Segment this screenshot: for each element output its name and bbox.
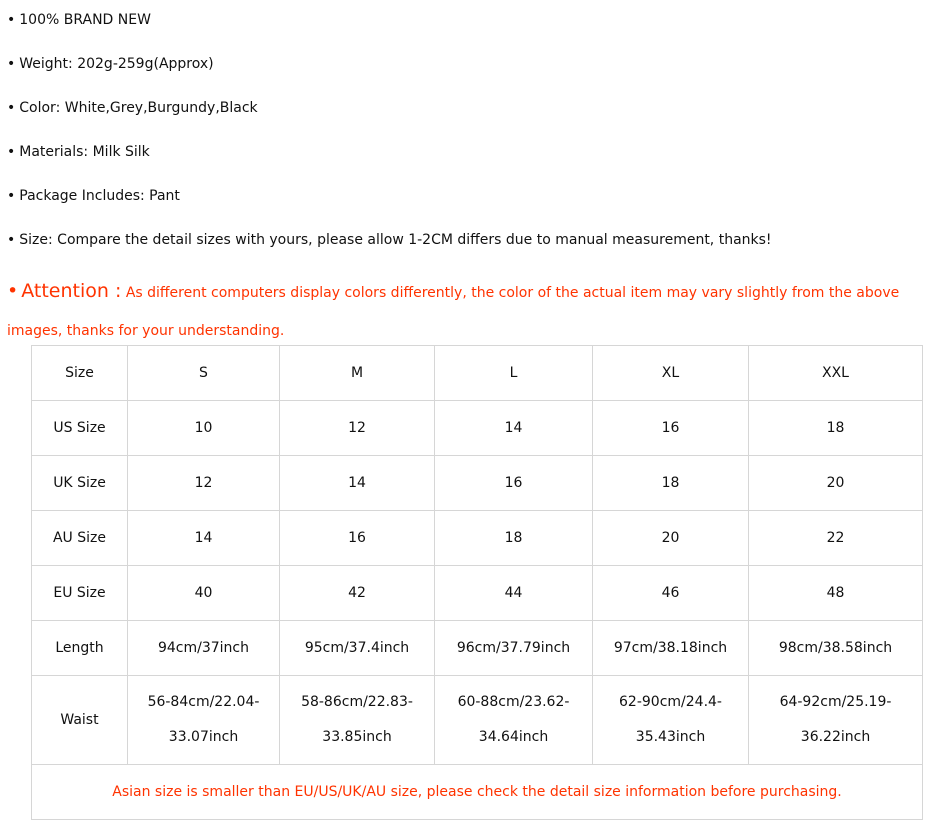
bullet-text: Package Includes: Pant [19, 188, 180, 204]
cell-line: 35.43inch [635, 729, 706, 745]
table-cell: 10 [128, 401, 280, 456]
row-label-cell: UK Size [32, 456, 128, 511]
table-cell: 42 [280, 566, 435, 621]
table-cell: 14 [435, 401, 593, 456]
table-cell [128, 676, 280, 765]
table-row [32, 511, 923, 566]
table-header-cell: L [435, 346, 593, 401]
table-cell [593, 676, 749, 765]
table-header-cell: M [280, 346, 435, 401]
cell-line: 36.22inch [800, 729, 871, 745]
size-chart-table [31, 345, 923, 820]
table-cell: 22 [749, 511, 923, 566]
table-cell: 12 [128, 456, 280, 511]
attention-label: Attention : [21, 280, 122, 302]
bullet-materials [7, 143, 150, 161]
cell-line: 60-88cm/23.62- [457, 694, 570, 710]
table-cell: 16 [280, 511, 435, 566]
cell-line: 33.85inch [322, 729, 392, 745]
attention-dot: • [7, 280, 19, 302]
table-header-row [32, 346, 923, 401]
table-cell: 40 [128, 566, 280, 621]
table-row [32, 621, 923, 676]
table-cell: 16 [593, 401, 749, 456]
row-label-cell: Length [32, 621, 128, 676]
table-cell [435, 676, 593, 765]
bullet-package [7, 187, 180, 205]
bullet-text: Weight: 202g-259g(Approx) [19, 56, 214, 72]
bullet-dot: • [7, 56, 16, 72]
table-header-cell: Size [32, 346, 128, 401]
bullet-dot: • [7, 100, 16, 116]
table-cell: 18 [593, 456, 749, 511]
table-cell: 94cm/37inch [128, 621, 280, 676]
table-cell: 14 [128, 511, 280, 566]
table-cell: 97cm/38.18inch [593, 621, 749, 676]
table-cell: 18 [749, 401, 923, 456]
attention-text: As different computers display colors differently, the color of the actual item may vary slightly from the above images, thanks for your understanding. [7, 285, 900, 339]
table-row [32, 456, 923, 511]
bullet-text: 100% BRAND NEW [19, 12, 151, 28]
bullet-weight [7, 55, 214, 73]
row-label-cell: EU Size [32, 566, 128, 621]
table-note-row [32, 765, 923, 820]
table-row [32, 566, 923, 621]
bullet-brand-new [7, 11, 151, 29]
bullet-size-note [7, 231, 772, 249]
table-cell: 96cm/37.79inch [435, 621, 593, 676]
bullet-text: Materials: Milk Silk [19, 144, 150, 160]
cell-line: 56-84cm/22.04- [147, 694, 260, 710]
table-cell [749, 676, 923, 765]
cell-line: 33.07inch [168, 729, 239, 745]
table-cell: 20 [593, 511, 749, 566]
table-header-cell: XL [593, 346, 749, 401]
table-cell [280, 676, 435, 765]
table-cell: 20 [749, 456, 923, 511]
table-cell: 12 [280, 401, 435, 456]
table-row-waist [32, 676, 923, 765]
table-header-cell: S [128, 346, 280, 401]
bullet-color [7, 99, 258, 117]
table-cell: 14 [280, 456, 435, 511]
table-cell: 44 [435, 566, 593, 621]
cell-line: 64-92cm/25.19- [779, 694, 892, 710]
table-cell: 18 [435, 511, 593, 566]
bullet-dot: • [7, 12, 16, 28]
bullet-dot: • [7, 188, 16, 204]
table-cell: 48 [749, 566, 923, 621]
table-header-cell: XXL [749, 346, 923, 401]
cell-line: 58-86cm/22.83- [301, 694, 413, 710]
table-cell: 98cm/38.58inch [749, 621, 923, 676]
bullet-text: Size: Compare the detail sizes with yours, please allow 1-2CM differs due to manual measurement, thanks! [19, 232, 772, 248]
row-label-cell: AU Size [32, 511, 128, 566]
asian-size-note: Asian size is smaller than EU/US/UK/AU size, please check the detail size information before purchasing. [32, 765, 923, 820]
cell-line: 62-90cm/24.4- [619, 694, 722, 710]
table-row [32, 401, 923, 456]
row-label-cell: US Size [32, 401, 128, 456]
bullet-text: Color: White,Grey,Burgundy,Black [19, 100, 258, 116]
table-cell: 16 [435, 456, 593, 511]
bullet-dot: • [7, 232, 16, 248]
bullet-dot: • [7, 144, 16, 160]
cell-line: 34.64inch [478, 729, 549, 745]
attention-notice [7, 272, 947, 350]
row-label-cell: Waist [32, 676, 128, 765]
table-cell: 95cm/37.4inch [280, 621, 435, 676]
table-cell: 46 [593, 566, 749, 621]
